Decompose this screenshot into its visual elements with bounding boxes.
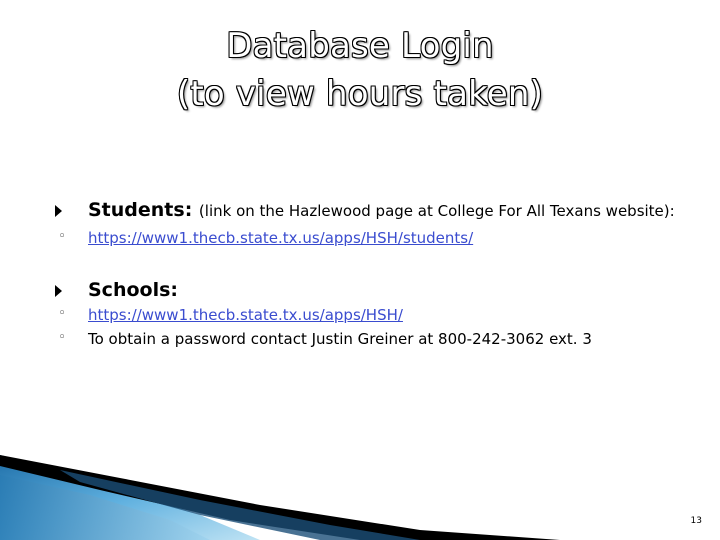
- students-note: (link on the Hazlewood page at College For All Texans website):: [198, 202, 675, 220]
- arrow-bullet-icon: [55, 205, 62, 217]
- schools-contact-text: To obtain a password contact Justin Greiner at 800-242-3062 ext. 3: [88, 330, 592, 348]
- students-link[interactable]: https://www1.thecb.state.tx.us/apps/HSH/students/: [88, 229, 474, 247]
- schools-heading: Schools:: [88, 279, 178, 301]
- decor-wave-light: [0, 475, 210, 540]
- circle-bullet-icon: ◦: [58, 306, 66, 321]
- decor-wave-blue: [0, 455, 260, 540]
- page-title-line1: Database Login: [226, 26, 494, 66]
- schools-link[interactable]: https://www1.thecb.state.tx.us/apps/HSH/: [88, 306, 403, 324]
- page-title-line2: (to view hours taken): [176, 74, 544, 114]
- circle-bullet-icon: ◦: [58, 330, 66, 345]
- decor-swoosh-dark: [0, 455, 560, 540]
- circle-bullet-icon: ◦: [58, 229, 66, 244]
- arrow-bullet-icon: [55, 285, 62, 297]
- students-label: Students:: [88, 199, 193, 221]
- decor-swoosh-mid: [60, 470, 420, 540]
- page-number: 13: [690, 516, 702, 526]
- students-heading: [88, 199, 675, 221]
